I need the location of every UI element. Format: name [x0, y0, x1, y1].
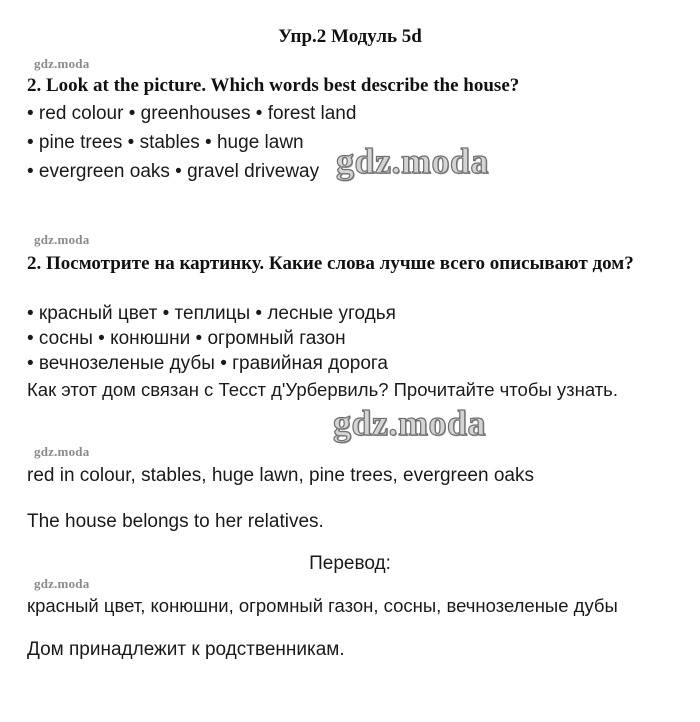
- english-option-line-1: • red colour • greenhouses • forest land: [27, 103, 357, 124]
- translation-line-1: красный цвет, конюшни, огромный газон, сосны, вечнозеленые дубы: [27, 595, 618, 616]
- page-title: Упр.2 Модуль 5d: [278, 26, 422, 47]
- english-task-heading: 2. Look at the picture. Which words best describe the house?: [27, 75, 520, 96]
- russian-option-line-2: • сосны • конюшни • огромный газон: [27, 328, 346, 349]
- watermark-small: gdz.moda: [34, 576, 90, 591]
- english-option-line-3: • evergreen oaks • gravel driveway: [27, 161, 320, 182]
- translation-line-2: Дом принадлежит к родственникам.: [27, 639, 345, 660]
- russian-option-line-3: • вечнозеленые дубы • гравийная дорога: [27, 353, 388, 374]
- watermark-small: gdz.moda: [34, 444, 90, 459]
- answer-line-2: The house belongs to her relatives.: [27, 511, 324, 532]
- watermark-large: gdz.moda: [333, 403, 487, 443]
- answer-line-1: red in colour, stables, huge lawn, pine trees, evergreen oaks: [27, 465, 534, 486]
- russian-option-line-1: • красный цвет • теплицы • лесные угодья: [27, 303, 396, 324]
- watermark-large: gdz.moda: [336, 141, 490, 181]
- russian-task-heading: 2. Посмотрите на картинку. Какие слова лучше всего описывают дом?: [27, 253, 634, 274]
- watermark-small: gdz.moda: [34, 56, 90, 71]
- english-option-line-2: • pine trees • stables • huge lawn: [27, 132, 304, 153]
- russian-question: Как этот дом связан с Тесст д'Урбервиль? Прочитайте чтобы узнать.: [27, 379, 618, 400]
- watermark-small: gdz.moda: [34, 232, 90, 247]
- translation-label: Перевод:: [309, 553, 391, 574]
